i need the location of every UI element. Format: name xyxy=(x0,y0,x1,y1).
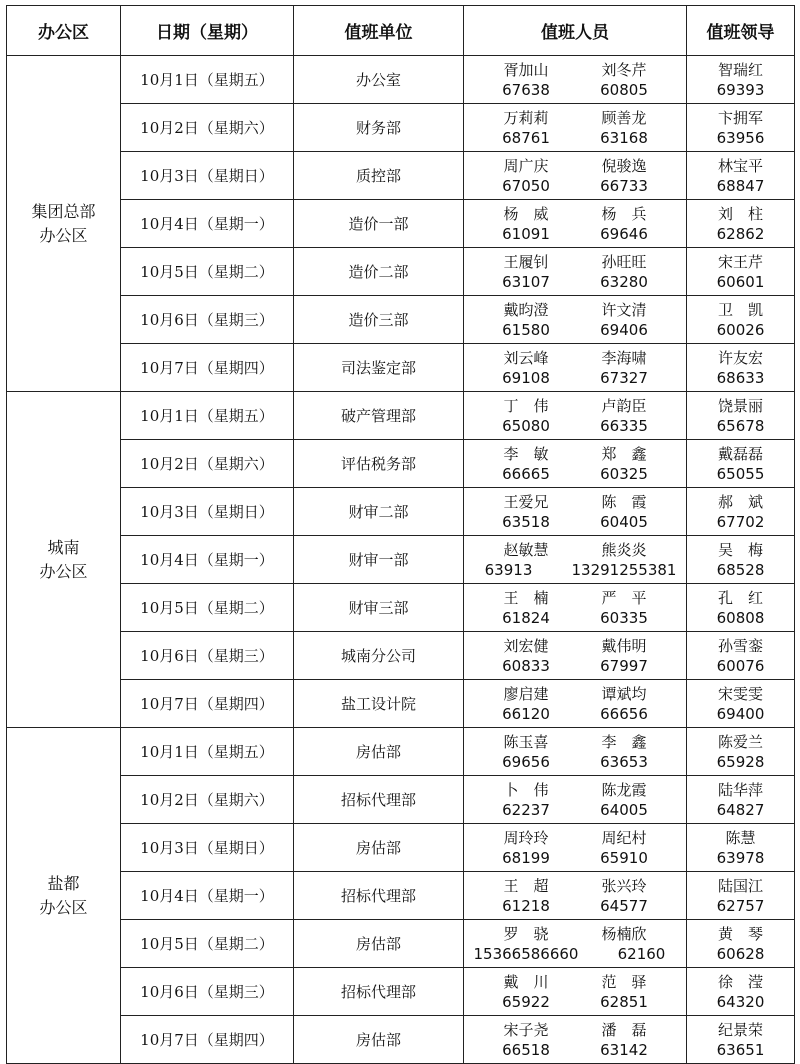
staff-phones xyxy=(464,320,686,340)
staff-phone: 63913 xyxy=(484,560,533,579)
table-row xyxy=(7,584,795,632)
leader-phone: 68847 xyxy=(716,176,765,195)
staff-phone: 60805 xyxy=(600,80,648,99)
staff-name: 李 鑫 xyxy=(601,732,647,751)
date-cell: 10月7日（星期四） xyxy=(121,680,294,728)
staff-name: 戴 川 xyxy=(503,972,549,991)
staff-phone: 64005 xyxy=(600,800,648,819)
duty-unit-cell: 招标代理部 xyxy=(294,968,464,1016)
office-area-label: 城南 xyxy=(47,537,80,557)
staff-phone: 60405 xyxy=(600,512,648,531)
staff-name: 刘冬芹 xyxy=(601,60,647,79)
date-cell: 10月3日（星期日） xyxy=(121,824,294,872)
staff-names xyxy=(464,684,686,704)
leader-phone: 60808 xyxy=(716,608,765,627)
staff-name: 陈龙霞 xyxy=(601,780,647,799)
duty-staff-cell xyxy=(464,392,687,440)
duty-leader-cell xyxy=(687,776,795,824)
staff-phones xyxy=(464,800,686,820)
staff-name: 陈玉喜 xyxy=(503,732,549,751)
staff-phones xyxy=(464,128,686,148)
duty-leader-cell xyxy=(687,584,795,632)
duty-staff-cell xyxy=(464,584,687,632)
staff-name: 戴伟明 xyxy=(601,636,647,655)
staff-name: 卢韵臣 xyxy=(601,396,647,415)
duty-unit-cell: 质控部 xyxy=(294,152,464,200)
leader-phone: 62862 xyxy=(716,224,765,243)
duty-staff-cell xyxy=(464,56,687,104)
duty-staff-cell xyxy=(464,824,687,872)
staff-phones xyxy=(464,848,686,868)
staff-phones xyxy=(464,992,686,1012)
staff-phone: 66335 xyxy=(600,416,648,435)
staff-phone: 67638 xyxy=(502,80,550,99)
staff-name: 孙旺旺 xyxy=(601,252,647,271)
table-row xyxy=(7,1016,795,1064)
leader-phone: 63956 xyxy=(716,128,765,147)
leader-name: 林宝平 xyxy=(717,156,763,175)
date-cell: 10月2日（星期六） xyxy=(121,440,294,488)
header-duty-unit: 值班单位 xyxy=(294,6,464,56)
staff-name: 周广庆 xyxy=(503,156,549,175)
staff-phones xyxy=(464,944,686,964)
leader-name: 吴 梅 xyxy=(717,540,763,559)
duty-staff-cell xyxy=(464,920,687,968)
date-cell: 10月5日（星期二） xyxy=(121,920,294,968)
leader-phone: 69393 xyxy=(716,80,765,99)
duty-unit-cell: 招标代理部 xyxy=(294,872,464,920)
staff-name: 卜 伟 xyxy=(503,780,549,799)
office-area-cell xyxy=(7,392,121,728)
duty-staff-cell xyxy=(464,1016,687,1064)
duty-leader-cell xyxy=(687,920,795,968)
table-row xyxy=(7,728,795,776)
staff-phone: 68761 xyxy=(502,128,550,147)
duty-staff-cell xyxy=(464,488,687,536)
staff-name: 赵敏慧 xyxy=(503,540,549,559)
staff-phones xyxy=(464,752,686,772)
staff-name: 周纪村 xyxy=(601,828,647,847)
duty-staff-cell xyxy=(464,536,687,584)
duty-staff-cell xyxy=(464,248,687,296)
duty-staff-cell xyxy=(464,440,687,488)
duty-unit-cell: 财审三部 xyxy=(294,584,464,632)
staff-phone: 66733 xyxy=(600,176,648,195)
staff-phones xyxy=(464,464,686,484)
staff-name: 廖启建 xyxy=(503,684,549,703)
staff-name: 宋子尧 xyxy=(503,1020,549,1039)
staff-name: 许文清 xyxy=(601,300,647,319)
staff-name: 李海啸 xyxy=(601,348,647,367)
leader-name: 徐 滢 xyxy=(717,972,763,991)
staff-name: 潘 磊 xyxy=(601,1020,647,1039)
table-row xyxy=(7,56,795,104)
staff-phone: 62237 xyxy=(502,800,550,819)
staff-name: 谭斌均 xyxy=(601,684,647,703)
duty-leader-cell xyxy=(687,344,795,392)
staff-names xyxy=(464,204,686,224)
table-row xyxy=(7,488,795,536)
duty-unit-cell: 城南分公司 xyxy=(294,632,464,680)
leader-phone: 68528 xyxy=(716,560,765,579)
leader-phone: 64320 xyxy=(716,992,765,1011)
leader-phone: 65928 xyxy=(716,752,765,771)
leader-name: 饶景丽 xyxy=(717,396,763,415)
staff-names xyxy=(464,108,686,128)
leader-name: 卞拥军 xyxy=(717,108,763,127)
table-row xyxy=(7,776,795,824)
header-office-area: 办公区 xyxy=(7,6,121,56)
staff-names xyxy=(464,156,686,176)
duty-unit-cell: 造价三部 xyxy=(294,296,464,344)
table-row xyxy=(7,200,795,248)
staff-names xyxy=(464,1020,686,1040)
date-cell: 10月2日（星期六） xyxy=(121,104,294,152)
staff-name: 刘宏健 xyxy=(503,636,549,655)
leader-phone: 62757 xyxy=(716,896,765,915)
staff-phones xyxy=(464,560,686,580)
date-cell: 10月4日（星期一） xyxy=(121,872,294,920)
staff-phones xyxy=(464,656,686,676)
staff-name: 李 敏 xyxy=(503,444,549,463)
duty-leader-cell xyxy=(687,200,795,248)
staff-name: 戴昀澄 xyxy=(503,300,549,319)
duty-staff-cell xyxy=(464,680,687,728)
office-area-cell xyxy=(7,728,121,1064)
duty-unit-cell: 招标代理部 xyxy=(294,776,464,824)
staff-phone: 69656 xyxy=(502,752,550,771)
leader-name: 孙雪銮 xyxy=(717,636,763,655)
table-row xyxy=(7,872,795,920)
staff-phone: 67997 xyxy=(600,656,648,675)
leader-name: 戴磊磊 xyxy=(717,444,763,463)
staff-names xyxy=(464,876,686,896)
duty-unit-cell: 办公室 xyxy=(294,56,464,104)
staff-phone: 65080 xyxy=(502,416,550,435)
staff-phone: 65922 xyxy=(502,992,550,1011)
staff-name: 万莉莉 xyxy=(503,108,549,127)
duty-leader-cell xyxy=(687,536,795,584)
schedule-body xyxy=(7,56,795,1064)
staff-phone: 61580 xyxy=(502,320,550,339)
table-row xyxy=(7,440,795,488)
staff-names xyxy=(464,588,686,608)
duty-staff-cell xyxy=(464,152,687,200)
staff-phone: 15366586660 xyxy=(473,944,579,963)
staff-name: 杨 威 xyxy=(503,204,549,223)
staff-name: 张兴玲 xyxy=(601,876,647,895)
table-row xyxy=(7,296,795,344)
duty-leader-cell xyxy=(687,104,795,152)
staff-name: 王 楠 xyxy=(503,588,549,607)
staff-phone: 62160 xyxy=(617,944,666,963)
staff-phone: 60325 xyxy=(600,464,648,483)
duty-staff-cell xyxy=(464,776,687,824)
date-cell: 10月3日（星期日） xyxy=(121,152,294,200)
table-row xyxy=(7,152,795,200)
leader-name: 黄 琴 xyxy=(717,924,763,943)
staff-phone: 67327 xyxy=(600,368,648,387)
table-row xyxy=(7,536,795,584)
leader-phone: 67702 xyxy=(716,512,765,531)
leader-name: 陈慧 xyxy=(725,828,756,847)
date-cell: 10月7日（星期四） xyxy=(121,344,294,392)
duty-staff-cell xyxy=(464,968,687,1016)
leader-phone: 68633 xyxy=(716,368,765,387)
staff-name: 杨 兵 xyxy=(601,204,647,223)
leader-name: 卫 凯 xyxy=(717,300,763,319)
duty-staff-cell xyxy=(464,296,687,344)
staff-name: 罗 骁 xyxy=(503,924,549,943)
duty-leader-cell xyxy=(687,296,795,344)
leader-phone: 60076 xyxy=(716,656,765,675)
date-cell: 10月4日（星期一） xyxy=(121,536,294,584)
date-cell: 10月6日（星期三） xyxy=(121,296,294,344)
staff-phone: 69406 xyxy=(600,320,648,339)
leader-name: 孔 红 xyxy=(717,588,763,607)
staff-names xyxy=(464,60,686,80)
duty-leader-cell xyxy=(687,872,795,920)
staff-phone: 63107 xyxy=(502,272,550,291)
table-row xyxy=(7,680,795,728)
duty-staff-cell xyxy=(464,200,687,248)
staff-name: 周玲玲 xyxy=(503,828,549,847)
duty-staff-cell xyxy=(464,632,687,680)
staff-phone: 13291255381 xyxy=(571,560,677,579)
office-area-label: 办公区 xyxy=(39,561,88,581)
leader-phone: 65678 xyxy=(716,416,765,435)
leader-name: 陆国江 xyxy=(717,876,763,895)
date-cell: 10月6日（星期三） xyxy=(121,968,294,1016)
duty-unit-cell: 房估部 xyxy=(294,920,464,968)
date-cell: 10月1日（星期五） xyxy=(121,392,294,440)
staff-phone: 64577 xyxy=(600,896,648,915)
staff-phones xyxy=(464,416,686,436)
staff-phone: 66120 xyxy=(502,704,550,723)
staff-names xyxy=(464,492,686,512)
staff-names xyxy=(464,444,686,464)
duty-unit-cell: 财务部 xyxy=(294,104,464,152)
leader-name: 陆华萍 xyxy=(717,780,763,799)
table-row xyxy=(7,632,795,680)
leader-name: 纪景荣 xyxy=(717,1020,763,1039)
staff-phone: 62851 xyxy=(600,992,648,1011)
table-row xyxy=(7,104,795,152)
staff-phones xyxy=(464,368,686,388)
staff-name: 王履钊 xyxy=(503,252,549,271)
table-row xyxy=(7,392,795,440)
leader-name: 智瑞红 xyxy=(717,60,763,79)
staff-names xyxy=(464,636,686,656)
staff-name: 王 超 xyxy=(503,876,549,895)
table-row xyxy=(7,968,795,1016)
staff-phone: 69108 xyxy=(502,368,550,387)
staff-phone: 69646 xyxy=(600,224,648,243)
staff-phone: 63280 xyxy=(600,272,648,291)
header-duty-staff: 值班人员 xyxy=(464,6,687,56)
leader-name: 陈爱兰 xyxy=(717,732,763,751)
duty-unit-cell: 评估税务部 xyxy=(294,440,464,488)
duty-staff-cell xyxy=(464,104,687,152)
duty-leader-cell xyxy=(687,680,795,728)
staff-phone: 63653 xyxy=(600,752,648,771)
duty-unit-cell: 造价一部 xyxy=(294,200,464,248)
staff-name: 陈 霞 xyxy=(601,492,647,511)
table-row xyxy=(7,920,795,968)
staff-names xyxy=(464,396,686,416)
header-date: 日期（星期） xyxy=(121,6,294,56)
date-cell: 10月5日（星期二） xyxy=(121,584,294,632)
leader-phone: 63978 xyxy=(716,848,765,867)
duty-unit-cell: 盐工设计院 xyxy=(294,680,464,728)
duty-unit-cell: 造价二部 xyxy=(294,248,464,296)
duty-unit-cell: 司法鉴定部 xyxy=(294,344,464,392)
staff-phones xyxy=(464,1040,686,1060)
duty-leader-cell xyxy=(687,392,795,440)
office-area-label: 办公区 xyxy=(39,225,88,245)
staff-name: 王爱兄 xyxy=(503,492,549,511)
date-cell: 10月6日（星期三） xyxy=(121,632,294,680)
duty-staff-cell xyxy=(464,344,687,392)
staff-phone: 63142 xyxy=(600,1040,648,1059)
duty-schedule-table xyxy=(6,5,795,1064)
staff-phones xyxy=(464,512,686,532)
duty-leader-cell xyxy=(687,824,795,872)
staff-name: 杨楠欣 xyxy=(601,924,647,943)
staff-names xyxy=(464,348,686,368)
leader-phone: 60026 xyxy=(716,320,765,339)
staff-names xyxy=(464,828,686,848)
staff-name: 范 驿 xyxy=(601,972,647,991)
leader-name: 宋雯雯 xyxy=(717,684,763,703)
duty-leader-cell xyxy=(687,440,795,488)
staff-phone: 63168 xyxy=(600,128,648,147)
duty-leader-cell xyxy=(687,632,795,680)
office-area-label: 盐都 xyxy=(47,873,80,893)
duty-leader-cell xyxy=(687,1016,795,1064)
staff-phone: 67050 xyxy=(502,176,550,195)
date-cell: 10月1日（星期五） xyxy=(121,56,294,104)
staff-phones xyxy=(464,176,686,196)
duty-leader-cell xyxy=(687,968,795,1016)
date-cell: 10月5日（星期二） xyxy=(121,248,294,296)
duty-unit-cell: 房估部 xyxy=(294,1016,464,1064)
staff-phones xyxy=(464,224,686,244)
table-row xyxy=(7,824,795,872)
duty-staff-cell xyxy=(464,872,687,920)
duty-leader-cell xyxy=(687,56,795,104)
staff-name: 郑 鑫 xyxy=(601,444,647,463)
staff-names xyxy=(464,540,686,560)
staff-name: 倪骏逸 xyxy=(601,156,647,175)
staff-phone: 68199 xyxy=(502,848,550,867)
staff-phone: 66518 xyxy=(502,1040,550,1059)
duty-leader-cell xyxy=(687,488,795,536)
date-cell: 10月1日（星期五） xyxy=(121,728,294,776)
table-row xyxy=(7,248,795,296)
staff-name: 熊炎炎 xyxy=(601,540,647,559)
duty-leader-cell xyxy=(687,248,795,296)
leader-name: 宋王芹 xyxy=(717,252,763,271)
date-cell: 10月4日（星期一） xyxy=(121,200,294,248)
leader-name: 刘 柱 xyxy=(717,204,763,223)
staff-phone: 60833 xyxy=(502,656,550,675)
office-area-label: 办公区 xyxy=(39,897,88,917)
staff-phone: 63518 xyxy=(502,512,550,531)
leader-phone: 60601 xyxy=(716,272,765,291)
staff-name: 丁 伟 xyxy=(503,396,549,415)
staff-phones xyxy=(464,80,686,100)
staff-phone: 61218 xyxy=(502,896,550,915)
staff-name: 胥加山 xyxy=(503,60,549,79)
staff-names xyxy=(464,972,686,992)
header-row xyxy=(7,6,795,56)
leader-name: 许友宏 xyxy=(717,348,763,367)
date-cell: 10月7日（星期四） xyxy=(121,1016,294,1064)
duty-unit-cell: 房估部 xyxy=(294,824,464,872)
staff-phone: 66656 xyxy=(600,704,648,723)
staff-name: 刘云峰 xyxy=(503,348,549,367)
duty-unit-cell: 财审一部 xyxy=(294,536,464,584)
leader-phone: 65055 xyxy=(716,464,765,483)
staff-phone: 61824 xyxy=(502,608,550,627)
staff-phone: 61091 xyxy=(502,224,550,243)
duty-unit-cell: 房估部 xyxy=(294,728,464,776)
staff-name: 顾善龙 xyxy=(601,108,647,127)
date-cell: 10月2日（星期六） xyxy=(121,776,294,824)
header-duty-leader: 值班领导 xyxy=(687,6,795,56)
staff-phone: 60335 xyxy=(600,608,648,627)
date-cell: 10月3日（星期日） xyxy=(121,488,294,536)
staff-names xyxy=(464,300,686,320)
duty-leader-cell xyxy=(687,728,795,776)
duty-unit-cell: 破产管理部 xyxy=(294,392,464,440)
staff-phones xyxy=(464,272,686,292)
leader-phone: 69400 xyxy=(716,704,765,723)
leader-phone: 60628 xyxy=(716,944,765,963)
duty-unit-cell: 财审二部 xyxy=(294,488,464,536)
leader-phone: 63651 xyxy=(716,1040,765,1059)
leader-phone: 64827 xyxy=(716,800,765,819)
staff-names xyxy=(464,780,686,800)
staff-phones xyxy=(464,608,686,628)
staff-names xyxy=(464,252,686,272)
office-area-label: 集团总部 xyxy=(31,201,96,221)
staff-phones xyxy=(464,704,686,724)
staff-name: 严 平 xyxy=(601,588,647,607)
office-area-cell xyxy=(7,56,121,392)
staff-names xyxy=(464,924,686,944)
staff-names xyxy=(464,732,686,752)
duty-leader-cell xyxy=(687,152,795,200)
leader-name: 郝 斌 xyxy=(717,492,763,511)
staff-phone: 66665 xyxy=(502,464,550,483)
staff-phone: 65910 xyxy=(600,848,648,867)
staff-phones xyxy=(464,896,686,916)
duty-staff-cell xyxy=(464,728,687,776)
table-row xyxy=(7,344,795,392)
